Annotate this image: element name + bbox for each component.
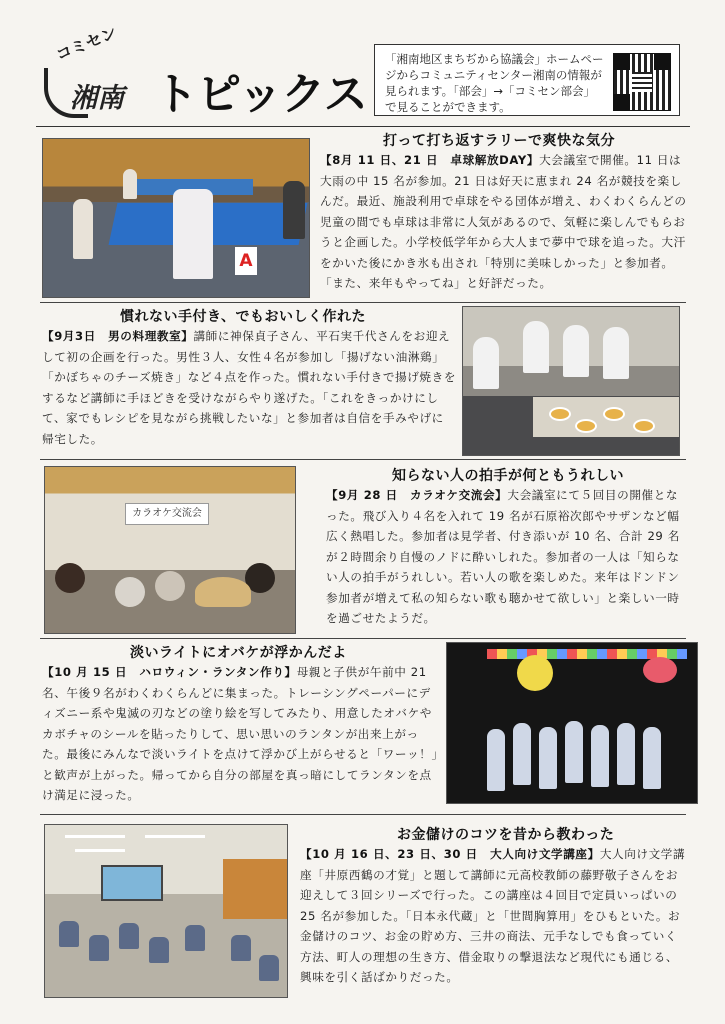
logo-komisen: コミセン [53, 22, 120, 65]
article-1-body [320, 150, 690, 294]
article-1-lead: 【8月 11 日、21 日 卓球解放DAY】 [320, 153, 540, 167]
karaoke-banner: カラオケ交流会 [125, 503, 209, 525]
article-4-body [42, 662, 440, 806]
photo-table-tennis [42, 138, 310, 298]
masthead-divider [36, 126, 690, 127]
article-5-text: 大人向け文学講座「井原西鶴の才覚」と題して講師に元高校教師の藤野敬子さんをお迎えして３回シリーズで行った。この講座は４回目で定員いっぱいの 25 名が参加した。「日本永代蔵」と「世間胸算用」をひもといた。お金儲けのコツ、お金の貯め方、三井の商法、元手なしでも食っていく方法、町人の理想の生き方、借金取りの撃退法など現代にも通じる、興味を引く話ばかりだった。 [300, 847, 686, 984]
section-divider [40, 302, 686, 303]
article-5-headline: お金儲けのコツを昔から教わった [397, 827, 615, 843]
newsletter-title: トピックス [154, 69, 367, 120]
photo-literature-lecture [44, 824, 288, 998]
article-3-lead: 【9月 28 日 カラオケ交流会】 [326, 488, 508, 502]
photo-cooking-class [462, 306, 680, 456]
article-1-headline: 打って打ち返すラリーで爽快な気分 [383, 133, 615, 149]
table-sign-a: A [235, 247, 257, 275]
article-5-body [300, 844, 688, 988]
article-4-lead: 【10 月 15 日 ハロウィン・ランタン作り】 [42, 665, 297, 679]
website-info-text: 「湘南地区まちぢから協議会」ホームページからコミュニティセンター湘南の情報が見られます。「部会」→「コミセン部会」で見ることができます。 [385, 52, 604, 114]
article-3-text: 大会議室にて５回目の開催となった。飛び入り４名を入れて 19 名が石原裕次郎やサザンなど幅広く熱唱した。参加者は見学者、付き添いが 10 名、合計 29 名が２時間余り自慢のノドに酔いしれた。参加者の一人は「知らない人の拍手がうれしい。若い人の歌を楽しめた。来年はドンドン参加者が増えて私の知らない歌も聴かせて欲しい」と楽しい一時を過ごせたようだ。 [326, 488, 680, 625]
article-4-text: 母親と子供が午前中 21 名、午後９名がわくわくらんどに集まった。トレーシングペーパーにディズニー系や鬼滅の刃などの塗り絵を写してみたり、用意したオバケやカボチャのシールを貼ったりして、思い思いのランタンが出来上がった。最後にみんなで淡いライトを点けて浮かび上がらせると「ワーッ！」と歓声が上がった。帰ってから自分の部屋を真っ暗にしてランタンを点け満足に浸った。 [42, 665, 438, 802]
article-2-body [42, 326, 456, 449]
article-4-headline: 淡いライトにオバケが浮かんだよ [130, 645, 347, 661]
section-divider [40, 638, 686, 639]
section-divider [40, 814, 686, 815]
article-2-headline: 慣れない手付き、でもおいしく作れた [120, 309, 366, 325]
article-2-text: 講師に神保貞子さん、平石実千代さんをお迎えして初の企画を行った。男性３人、女性４名が参加し「揚げない油淋鶏」「かぼちゃのチーズ焼き」など４点を作った。慣れない手付きで揚げ焼きをするなど講師に手ほどきを受けながらやり遂げた。「これをきっかけにして、家でもレシピを見ながら挑戦したいな」と参加者は自信を手みやげに帰宅した。 [42, 329, 457, 446]
article-5-lead: 【10 月 16 日、23 日、30 日 大人向け文学講座】 [300, 847, 600, 861]
article-2-lead: 【9月3日 男の料理教室】 [42, 329, 194, 343]
photo-halloween-lanterns [446, 642, 698, 804]
website-info-box [374, 44, 680, 116]
logo-shonan: 湘南 [70, 83, 124, 114]
section-divider [40, 459, 686, 460]
qr-code-icon[interactable] [613, 53, 671, 111]
photo-karaoke [44, 466, 296, 634]
article-3-headline: 知らない人の拍手が何ともうれしい [392, 468, 624, 484]
article-3-body [326, 485, 686, 629]
article-1-text: 大会議室で開催。11 日は大雨の中 15 名が参加。21 日は好天に恵まれ 24 名が競技を楽しんだ。最近、施設利用で卓球をやる団体が増え、わくわくらんどの児童の間でも卓球は非常に人気があるので、気軽に楽しんでもらおうと企画した。小学校低学年から大人まで夢中で球を追った。大汗をかいた後にかき氷も出され「特別に美味しかった」と参加者。「また、来年もやってね」と好評だった。 [320, 153, 687, 290]
